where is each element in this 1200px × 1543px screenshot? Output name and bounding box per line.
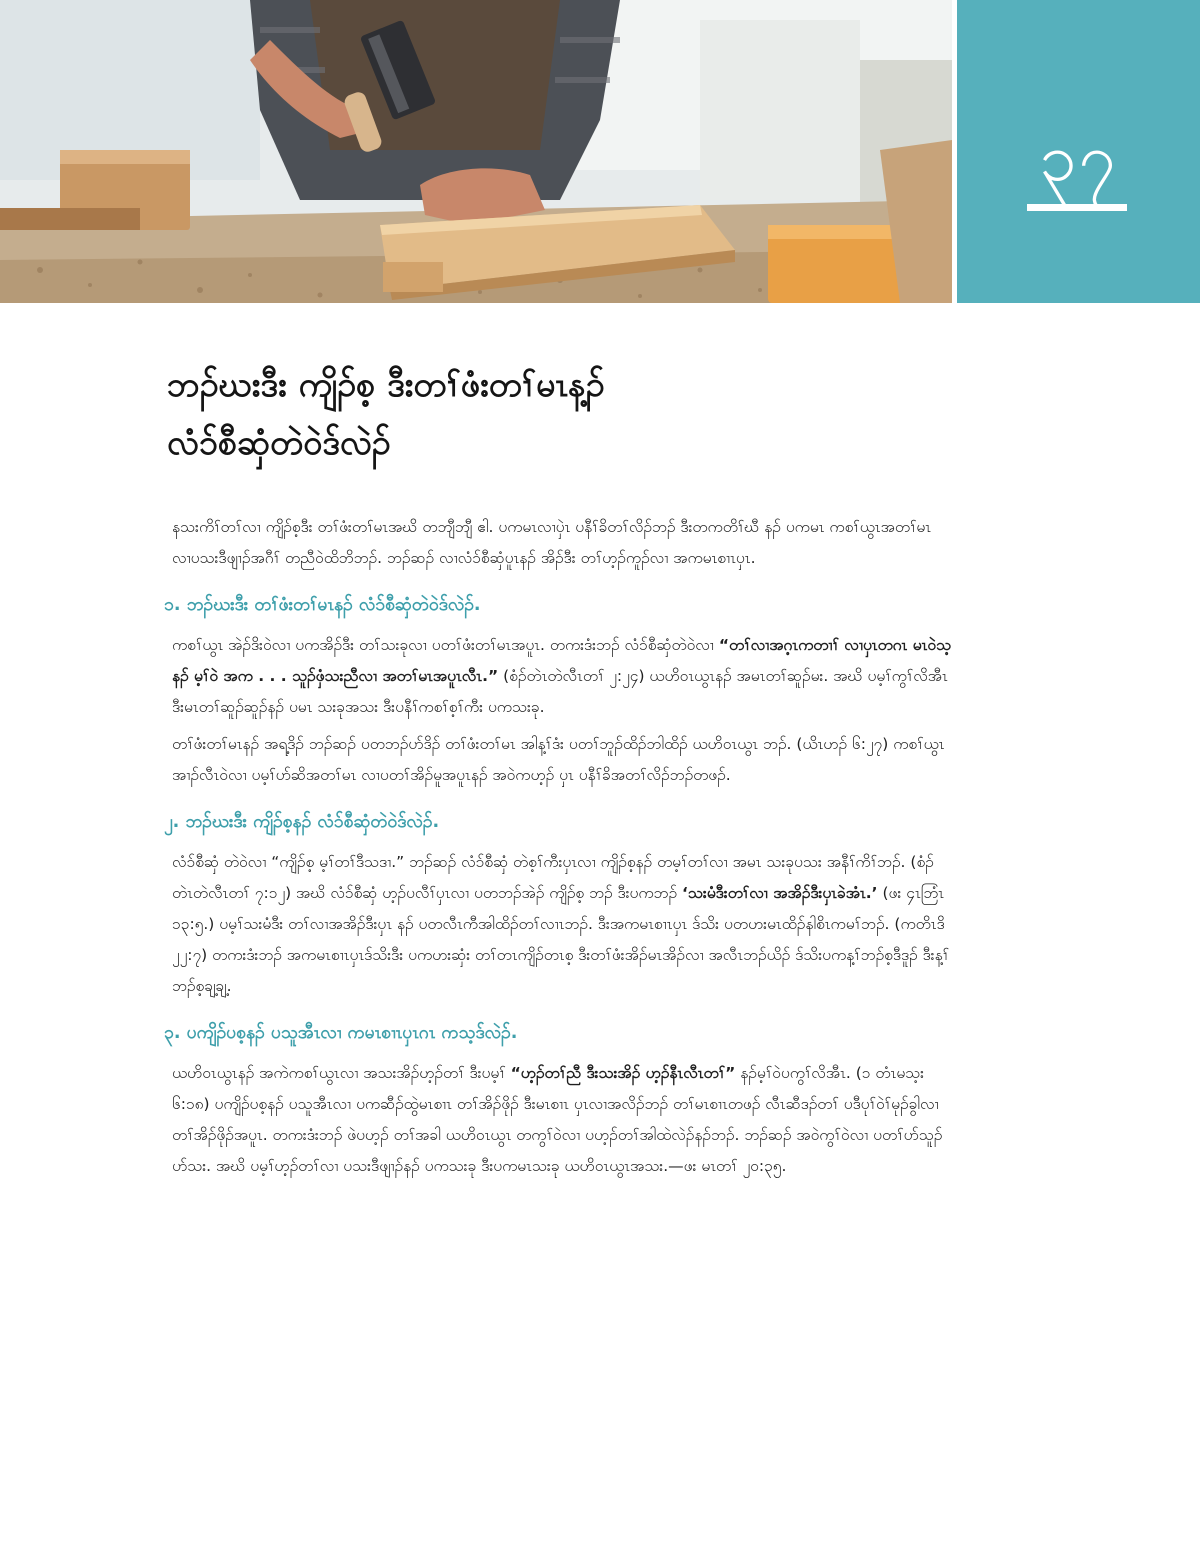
chapter-number: ၃၇ — [1039, 119, 1118, 196]
section-3-heading: ၃. ပကျိၣ်ပစ့နၣ် ပသူအီၤလၢ ကမၤစၢၤပှၤဂၤ ကသ့ဒ်လဲၣ်. — [164, 1023, 518, 1043]
section-2-text-a: လံၥ်စီဆှံ တဲဝဲလၢ “ကျိၣ်စ့ မ့ၢ်တၢ်ဒီသဒၢ.” ဘၣ်ဆၣ် လံၥ်စီဆှံ တဲစ့ၢ်ကီးပှၤလၢ ကျိၣ်စ့နၣ် တမ့ၢ်တၢ်လၢ အမၤ သးခုပသး အနီၢ်ကိၢ်ဘၣ်. (စံၣ်တဲၤတဲလီၤတၢ် ၇:၁၂) အဃိ လံၥ်စီဆှံ ဟ့ၣ်ပလီၢ်ပှၤလၢ ပတဘၣ်အဲၣ် ကျိၣ်စ့ ဘၣ် ဒီးပကဘၣ် — [172, 853, 934, 902]
hero-illustration — [0, 0, 952, 303]
intro-paragraph: နသးကိၢ်တၢ်လၢ ကျိၣ်စ့ဒီး တၢ်ဖံးတၢ်မၤအဃိ တဘျီဘျီ ဧါ. ပကမၤလၢပှဲၤ ပနီၢ်ခိတၢ်လိၣ်ဘၣ် ဒီးတကတိၢ်ဃီ နၣ် ပကမၤ ကစၢ်ယွၤအတၢ်မၤ လၢပသးဒီဖျၢၣ်အဂီၢ် တညီဝဲထိဘိဘၣ်. ဘၣ်ဆၣ် လၢလံၥ်စီဆှံပူၤနၣ် အိၣ်ဒီး တၢ်ဟ့ၣ်ကူၣ်လၢ အကမၤစၢၤပှၤ. — [172, 518, 932, 567]
section-1-heading: ၁. ဘၣ်ဃးဒီး တၢ်ဖံးတၢ်မၤနၣ် လံၥ်စီဆှံတဲဝဲဒ်လဲၣ်. — [164, 595, 481, 615]
section-2-text-b: (ဖး ၄ၤဘြံၤ ၁၃:၅.) ပမ့ၢ်သးမံဒီး တၢ်လၢအအိၣ်ဒီးပှၤ နၣ် ပတလီၤကီအါထိၣ်တၢ်လၢၤဘၣ်. ဒီးအကမၤစၢၤပှၤ ဒ်သိး ပတဟးမၤထိၣ်နါစိၤကမၢ်ဘၣ်. (ကတိၤဒိ ၂၂:၇) တကးဒံးဘၣ် အကမၤစၢၤပှၤဒ်သိးဒီး ပကဟးဆှံး တၢ်တၤကျိၣ်တၤစ့ ဒီးတၢ်ဖံးအိၣ်မၤအိၣ်လၢ အလီၤဘၣ်ယိၣ် ဒ်သိးပကန့ၢ်ဘၣ်စ့ဒီဒူၣ် ဒီးန့ၢ်ဘၣ်စ့ချ့ချ့. — [172, 884, 950, 995]
section-2-paragraph-1 — [172, 847, 954, 1002]
section-3-text-b: နၣ်မ့ၢ်ဝဲပကွၢ်လိအီၤ. (၁ တံၤမသ့း ၆:၁၈) ပကျိၣ်ပစ့နၣ် ပသူအီၤလၢ ပကဆီၣ်ထွဲမၤစၢၤ တၢ်အိၣ်ဖိုၣ် ဒီးမၤစၢၤ ပှၤလၢအလိၣ်ဘၣ် တၢ်မၤစၢၤတဖၣ် လီၤဆီဒၣ်တၢ် ပဒီပုၢ်ဝဲၢ်မုၣ်ခွါလၢ တၢ်အိၣ်ဖိုၣ်အပူၤ. တကးဒံးဘၣ် ဖဲပဟ့ၣ် တၢ်အခါ ယဟိဝၤယွၤ တကွၢ်ဝဲလၢ ပဟ့ၣ်တၢ်အါထဲလဲၣ်နၣ်ဘၣ်. ဘၣ်ဆၣ် အဝဲကွၢ်ဝဲလၢ ပတၢ်ပာ်သူၣ်ပာ်သး. အဃိ ပမ့ၢ်ဟ့ၣ်တၢ်လၢ ပသးဒီဖျၢၣ်နၣ် ပကသးခု ဒီးပကမၤသးခု ယဟိဝၤယွၤအသး.—ဖး မၤတၢ် ၂၀:၃၅. — [172, 1064, 943, 1175]
chapter-underline — [1027, 204, 1127, 211]
chapter-badge — [957, 0, 1200, 303]
section-2-quote: ‘သးမံဒီးတၢ်လၢ အအိၣ်ဒီးပှၤခဲအံၤ.’ — [682, 884, 878, 902]
section-2-heading: ၂. ဘၣ်ဃးဒီး ကျိၣ်စ့နၣ် လံၥ်စီဆှံတဲဝဲဒ်လဲၣ်. — [164, 812, 440, 832]
section-1-text-b: (စံၣ်တဲၤတဲလီၤတၢ် ၂:၂၄) ယဟိဝၤယွၤနၣ် အမၤတၢ်ဆူၣ်မး. အဃိ ပမ့ၢ်ကွၢ်လိအီၤ ဒီးမၤတၢ်ဆူၣ်ဆူၣ်နၣ် ပမၤ သးခုအသး ဒီးပနီၢ်ကစၢ်စ့ၢ်ကီး ပကသးခု. — [172, 667, 948, 716]
section-1-paragraph-1 — [172, 630, 954, 723]
article-body — [164, 512, 954, 1188]
title-line-2: လံၥ်စီဆှံတဲဝဲဒ်လဲၣ် — [167, 423, 391, 463]
section-3-quote: “ဟ့ၣ်တၢ်ညီ ဒီးသးအိၣ် ဟ့ၣ်နီၤလီၤတၢ်” — [510, 1064, 736, 1082]
page-title — [167, 356, 1047, 472]
section-3-text-a: ယဟိဝၤယွၤနၣ် အကဲကစၢ်ယွၤလၢ အသးအိၣ်ဟ့ၣ်တၢ် ဒီးပမ့ၢ် — [172, 1064, 511, 1082]
section-1-paragraph-2: တၢ်ဖံးတၢ်မၤနၣ် အရ့ဒိၣ် ဘၣ်ဆၣ် ပတဘၣ်ပာ်ဒိၣ် တၢ်ဖံးတၢ်မၤ အါန့ၢ်ဒံး ပတၢ်ဘူၣ်ထိၣ်ဘါထိၣ် ယဟိဝၤယွၤ ဘၣ်. (ယိၤဟၣ် ၆:၂၇) ကစၢ်ယွၤ အၢၣ်လီၤဝဲလၢ ပမ့ၢ်ပာ်ဆိအတၢ်မၤ လၢပတၢ်အိၣ်မူအပူၤနၣ် အဝဲကဟ့ၣ် ပှၤ ပနီၢ်ခိအတၢ်လိၣ်ဘၣ်တဖၣ်. — [172, 735, 945, 784]
section-3-paragraph-1 — [172, 1058, 954, 1182]
section-1-quote: “တၢ်လၢအဂ့ၤကတၢၢ် လၢပှၤတဂၤ မၤဝဲသ့နၣ် မ့ၢ်ဝဲ အက . . . သူၣ်ဖှံသးညီလၢ အတၢ်မၤအပူၤလီၤ.” — [172, 636, 952, 685]
section-1-text-a: ကစၢ်ယွၤ အဲၣ်ဒိးဝဲလၢ ပကအိၣ်ဒီး တၢ်သးခုလၢ ပတၢ်ဖံးတၢ်မၤအပူၤ. တကးဒံးဘၣ် လံၥ်စီဆှံတဲဝဲလၢ — [172, 636, 719, 654]
title-line-1: ဘၣ်ဃးဒီး ကျိၣ်စ့ ဒီးတၢ်ဖံးတၢ်မၤန့ၣ် — [167, 365, 605, 405]
hero-photo-carpenter — [0, 0, 952, 303]
